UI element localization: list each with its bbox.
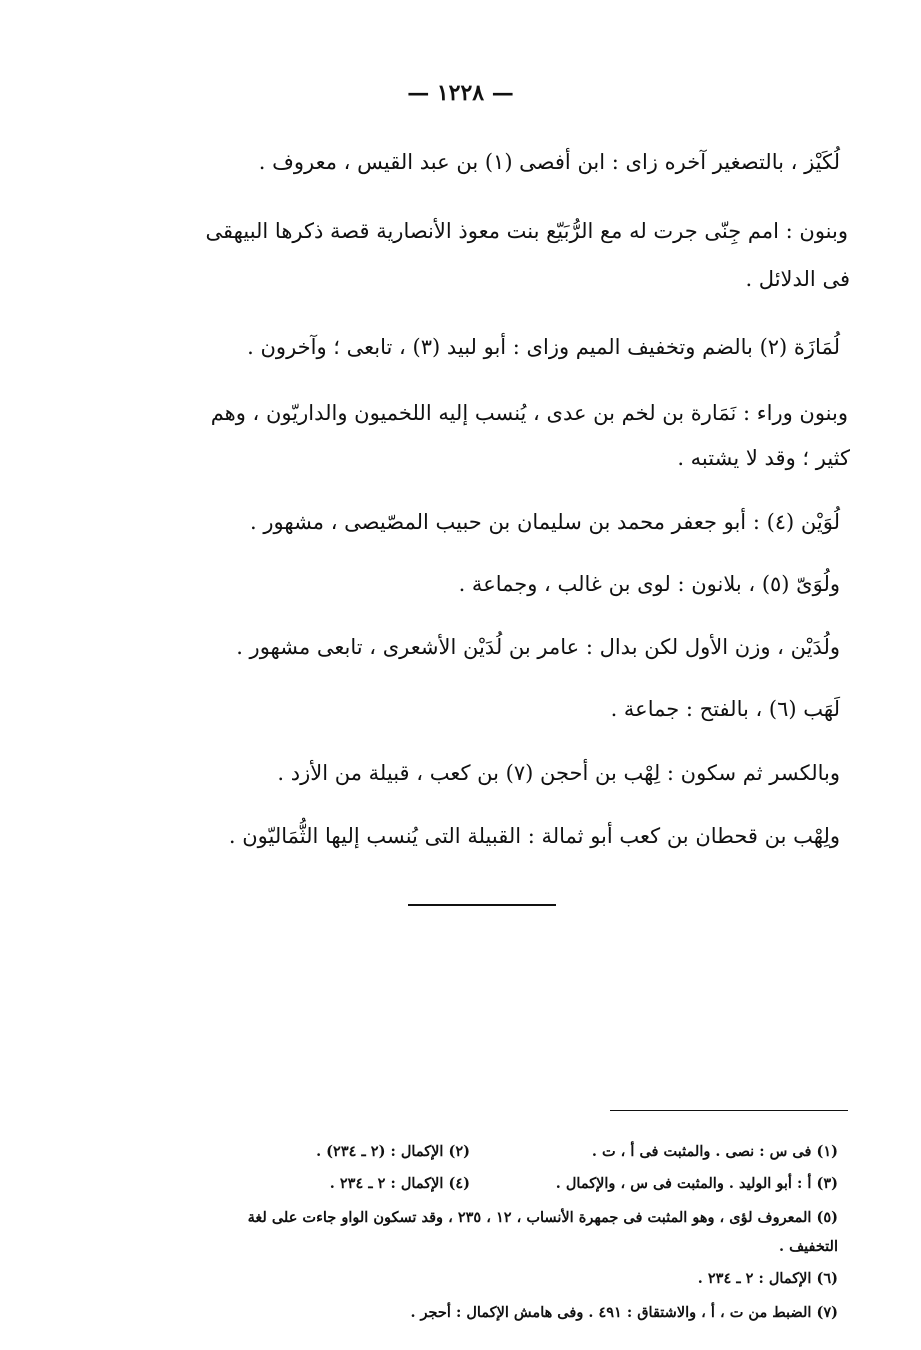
footnote-1: (١) فى س : نصى . والمثبت فى أ ، ت . [591,1143,838,1160]
entry-line: ولُوَىّ (٥) ، بلانون : لوى بن غالب ، وجماعة . [458,572,840,596]
entry-line: كثير ؛ وقد لا يشتبه . [677,446,850,470]
footnote-4: (٤) الإكمال : ٢ ـ ٢٣٤ . [329,1175,470,1192]
entry-line: لُوَيْن (٤) : أبو جعفر محمد بن سليمان بن حبيب المصّيصى ، مشهور . [250,510,840,534]
entry-line: فى الدلائل . [745,267,850,291]
footnotes [120,0,838,1350]
entry-line: وبالكسر ثم سكون : لِهْب بن أحجن (٧) بن كعب ، قبيلة من الأزد . [277,761,840,785]
footnote-5-continued: التخفيف . [779,1238,838,1255]
footnote-2: (٢) الإكمال : (٢ ـ ٢٣٤) . [316,1143,470,1160]
entry-line: لُمَازَة (٢) بالضم وتخفيف الميم وزاى : أبو لبيد (٣) ، تابعى ؛ وآخرون . [247,335,840,359]
entry-line: ولِهْب بن قحطان بن كعب أبو ثمالة : القبيلة التى يُنسب إليها الثُّمَاليّون . [228,824,840,848]
footnote-5: (٥) المعروف لؤى ، وهو المثبت فى جمهرة الأنساب ، ١٢ ، ٢٣٥ ، وقد تسكون الواو جاءت على لغة [247,1209,838,1226]
entry-line: وبنون : امم جِنّى جرت له مع الرُّبَيّع بنت معوذ الأنصارية قصة ذكرها البيهقى [205,219,848,243]
entry-line: وبنون وراء : نَمَارة بن لخم بن عدى ، يُنسب إليه اللخميون والداريّون ، وهم [210,401,848,425]
entry-line: ولُدَيْن ، وزن الأول لكن بدال : عامر بن لُدَيْن الأشعرى ، تابعى مشهور . [236,635,840,659]
footnote-6: (٦) الإكمال : ٢ ـ ٢٣٤ . [697,1270,838,1287]
footnote-7: (٧) الضبط من ت ، أ ، والاشتقاق : ٤٩١ . وفى هامش الإكمال : أحجر . [410,1304,838,1321]
entry-line: لَهَب (٦) ، بالفتح : جماعة . [610,697,840,721]
footnote-3: (٣) أ : أبو الوليد . والمثبت فى س ، والإكمال . [555,1175,838,1192]
page-number: — ١٢٢٨ — [407,80,514,106]
entry-line: لُكَيْز ، بالتصغير آخره زاى : ابن أفصى (١) بن عبد القيس ، معروف . [258,150,840,174]
